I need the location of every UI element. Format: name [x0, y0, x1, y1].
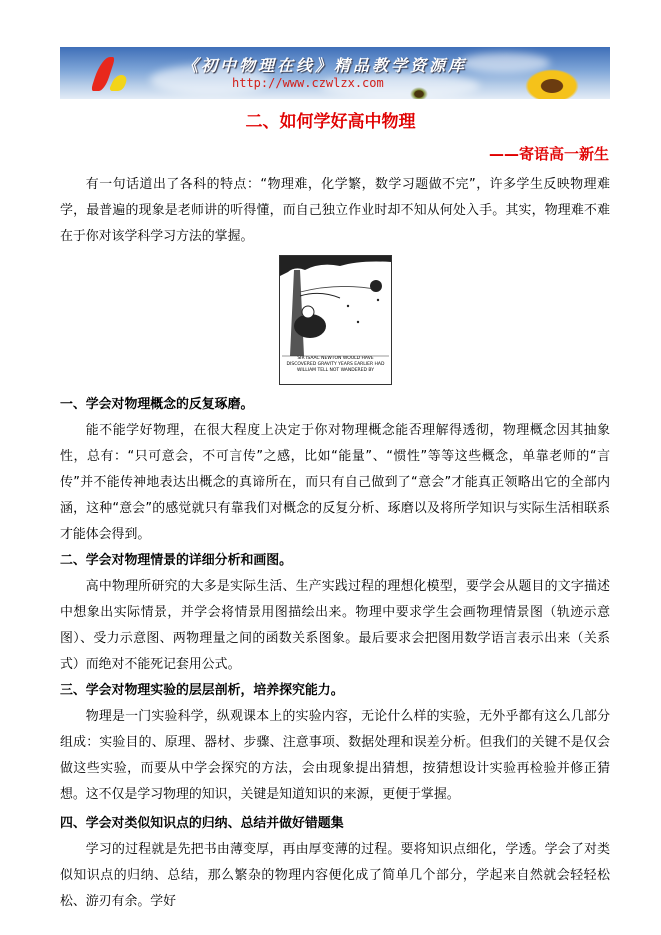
intro-paragraph: 有一句话道出了各科的特点：“物理难，化学繁，数学习题做不完”，许多学生反映物理难学，最普遍的现象是老师讲的听得懂，而自己独立作业时却不知从何处入手。其实，物理难不难在于你对该学科学习方法的掌握。	[60, 177, 610, 244]
banner-url: http://www.czwlzx.com	[232, 76, 384, 90]
section-body-2: 高中物理所研究的大多是实际生活、生产实践过程的理想化模型，要学会从题目的文字描述中想象出实际情景，并学会将情景用图描绘出来。物理中要求学生会画物理情景图（轨迹示意图）、受力示意图、两物理量之间的函数关系图象。最后要求会把图用数学语言表示出来（关系式）而绝对不能死记套用公式。	[60, 579, 610, 672]
cartoon-caption: SIR ISAAC NEWTON WOULD HAVE DISCOVERED GRAVITY YEARS EARLIER HAD WILLIAM TELL NOT WANDERED BY	[286, 356, 385, 373]
banner-title: 《初中物理在线》精品教学资源库	[182, 56, 468, 75]
section-heading-3: 三、学会对物理实验的层层剖析，培养探究能力。	[60, 683, 344, 698]
section-body-3: 物理是一门实验科学，纵观课本上的实验内容，无论什么样的实验，无外乎都有这么几部分组成：实验目的、原理、器材、步骤、注意事项、数据处理和误差分析。但我们的关键不是仅会做这些实验，而要从中学会探究的方法，会由现象提出猜想，按猜想设计实验再检验并修正猜想。这不仅是学习物理的知识，关键是知道知识的来源，更便于掌握。	[60, 709, 610, 802]
page-title: 二、如何学好高中物理	[245, 112, 416, 132]
sunflower-small-image	[410, 87, 428, 99]
logo-icon-accent	[108, 75, 129, 91]
section-heading-2: 二、学会对物理情景的详细分析和画图。	[60, 553, 293, 568]
section-body-1: 能不能学好物理，在很大程度上决定于你对物理概念能否理解得透彻，物理概念因其抽象性，总有：“只可意会，不可言传”之感，比如“能量”、“惯性”等等这些概念，单靠老师的“言传”并不能传神地表达出概念的真谛所在，而只有自己做到了“意会”才能真正领略出它的全部内涵，这种“意会”的感觉就只有靠我们对概念的反复分析、琢磨以及将所学知识与实际生活相联系才能体会得到。	[60, 423, 610, 542]
section-body-4: 学习的过程就是先把书由薄变厚，再由厚变薄的过程。要将知识点细化，学透。学会了对类似知识点的归纳、总结，那么繁杂的物理内容便化成了简单几个部分，学起来自然就会轻轻松松、游刃有余。学好	[60, 842, 610, 909]
page-subtitle: ——寄语高一新生	[488, 145, 609, 163]
section-heading-1: 一、学会对物理概念的反复琢磨。	[60, 397, 254, 412]
sunflower-image	[525, 69, 579, 99]
newton-cartoon-image	[279, 255, 392, 385]
header-banner	[60, 47, 610, 99]
article-body	[60, 172, 610, 915]
section-heading-4: 四、学会对类似知识点的归纳、总结并做好错题集	[60, 816, 344, 831]
